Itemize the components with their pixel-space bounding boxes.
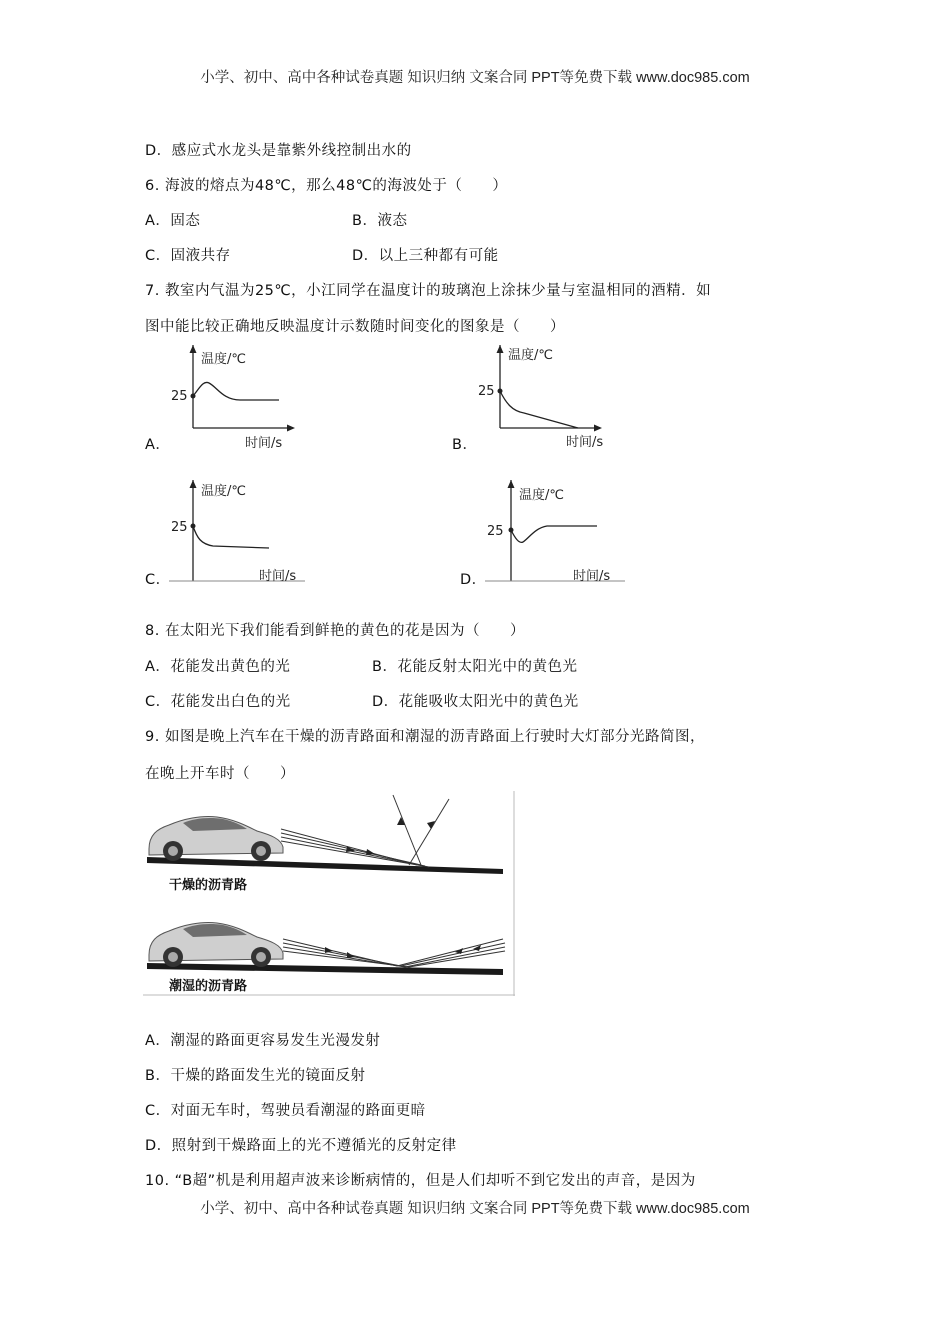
q7-graph-a	[165, 345, 295, 454]
q9-option-a: A．潮湿的路面更容易发生光漫发射	[145, 1033, 381, 1049]
start-value-label: 25	[487, 524, 504, 539]
x-axis-label: 时间/s	[566, 435, 604, 450]
q9-road-figure	[143, 791, 515, 996]
x-axis-label: 时间/s	[245, 436, 283, 451]
q9-option-b: B．干燥的路面发生光的镜面反射	[145, 1068, 366, 1084]
q8-option-c: C．花能发出白色的光	[145, 694, 291, 710]
y-axis-arrow	[497, 345, 504, 353]
q6-option-c: C．固液共存	[145, 248, 231, 264]
q9-stem-line1: 9. 如图是晚上汽车在干燥的沥青路面和潮湿的沥青路面上行驶时大灯部分光路简图，	[145, 729, 705, 745]
y-axis-label: 温度/℃	[201, 484, 246, 499]
q9-option-d: D．照射到干燥路面上的光不遵循光的反射定律	[145, 1138, 457, 1154]
q8-option-b: B．花能反射太阳光中的黄色光	[372, 659, 578, 675]
y-axis-label: 温度/℃	[201, 352, 246, 367]
start-value-label: 25	[478, 384, 495, 399]
q8-stem: 8. 在太阳光下我们能看到鲜艳的黄色的花是因为（ ）	[145, 623, 525, 639]
x-axis-arrow	[594, 425, 602, 432]
y-axis-label: 温度/℃	[508, 348, 553, 363]
q6-option-d: D．以上三种都有可能	[352, 248, 499, 264]
q7-option-a-label: A．	[145, 437, 171, 453]
y-axis-arrow	[508, 480, 515, 488]
x-axis-label: 时间/s	[259, 569, 297, 584]
q9-stem-line2: 在晚上开车时（ ）	[145, 766, 295, 782]
x-axis-label: 时间/s	[573, 569, 611, 584]
q6-option-a: A．固态	[145, 213, 201, 229]
start-value-label: 25	[171, 389, 188, 404]
page-header: 小学、初中、高中各种试卷真题 知识归纳 文案合同 PPT等免费下载 www.doc985.com	[200, 70, 750, 86]
q7-option-c-label: C．	[145, 572, 171, 588]
q7-stem-line2: 图中能比较正确地反映温度计示数随时间变化的图象是（ ）	[145, 319, 565, 335]
q6-stem: 6. 海波的熔点为48℃，那么48℃的海波处于（ ）	[145, 178, 508, 194]
wet-road-label: 潮湿的沥青路	[169, 979, 248, 994]
q5-option-d: D．感应式水龙头是靠紫外线控制出水的	[145, 143, 412, 159]
q8-option-d: D．花能吸收太阳光中的黄色光	[372, 694, 579, 710]
q6-option-b: B．液态	[352, 213, 408, 229]
q7-option-b-label: B．	[452, 437, 478, 453]
curve-a	[193, 382, 279, 400]
q10-stem-line1: 10. “B超”机是利用超声波来诊断病情的，但是人们却听不到它发出的声音，是因为	[145, 1173, 696, 1189]
curve-c	[193, 526, 269, 548]
y-axis-arrow	[190, 480, 197, 488]
q7-graph-b	[472, 345, 602, 454]
q7-option-d-label: D．	[460, 572, 487, 588]
page-footer: 小学、初中、高中各种试卷真题 知识归纳 文案合同 PPT等免费下载 www.doc985.com	[200, 1201, 750, 1217]
x-axis-arrow	[287, 425, 295, 432]
y-axis-arrow	[190, 345, 197, 353]
start-value-label: 25	[171, 520, 188, 535]
curve-d	[511, 526, 597, 542]
q9-option-c: C．对面无车时，驾驶员看潮湿的路面更暗	[145, 1103, 426, 1119]
y-axis-label: 温度/℃	[519, 488, 564, 503]
q8-option-a: A．花能发出黄色的光	[145, 659, 291, 675]
curve-b	[500, 391, 578, 428]
q7-graph-c	[165, 480, 310, 589]
q7-graph-d	[483, 480, 628, 589]
q7-stem-line1: 7. 教室内气温为25℃，小江同学在温度计的玻璃泡上涂抹少量与室温相同的酒精．如	[145, 283, 712, 299]
dry-road-label: 干燥的沥青路	[169, 878, 248, 893]
